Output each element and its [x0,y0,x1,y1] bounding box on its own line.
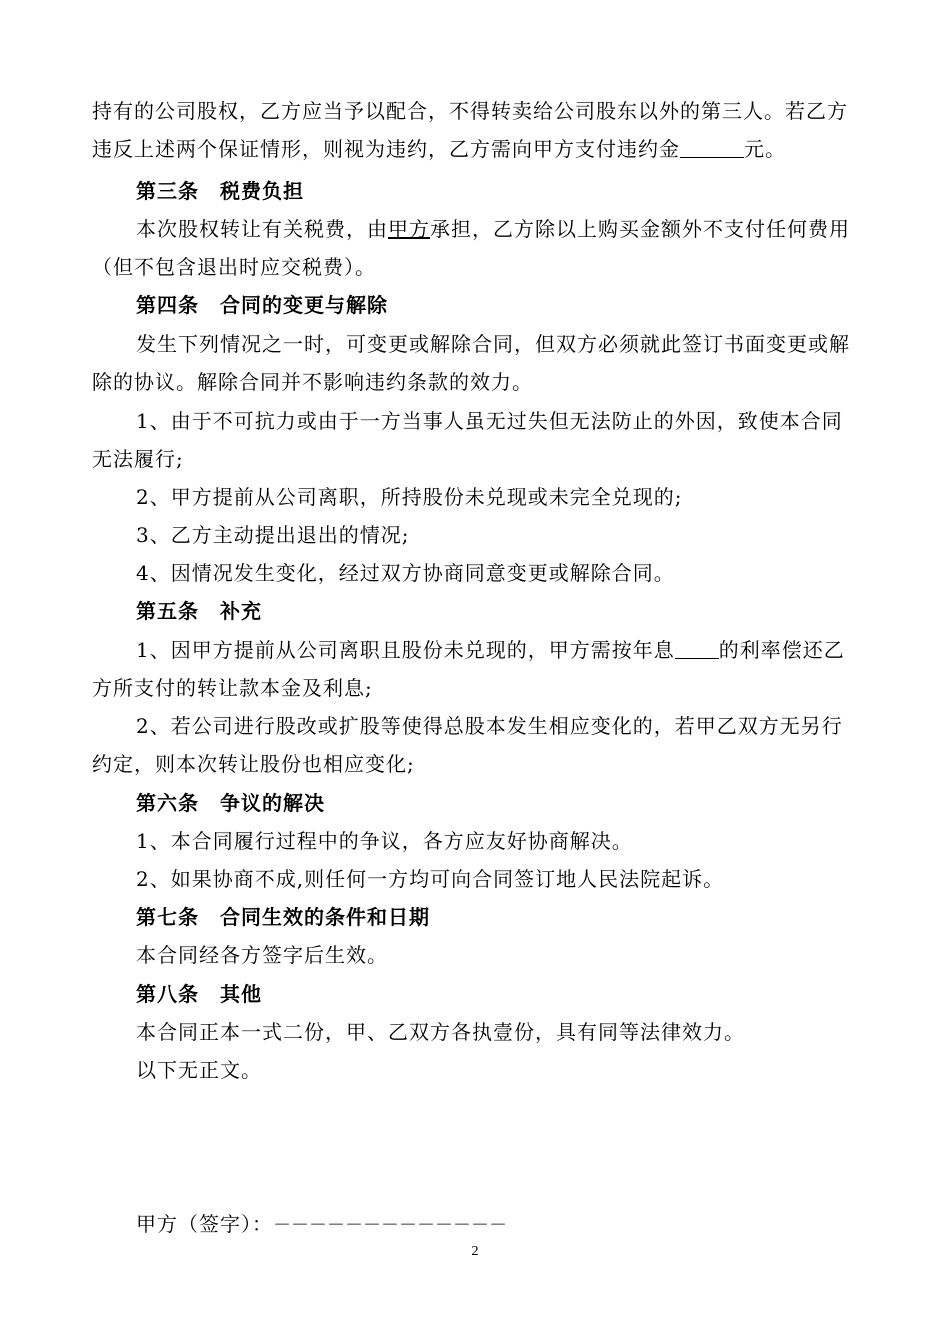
paragraph-text: 本次股权转让有关税费，由 [136,217,388,241]
signature-line: －－－－－－－－－－－－－ [273,1215,507,1236]
signature-party-a [92,1205,860,1245]
signature-label: 甲方（签字）： [136,1212,273,1236]
paragraph-tax-burden [92,210,860,286]
paragraph-no-further-text: 以下无正文。 [136,1058,262,1082]
article-3-heading: 第三条 税费负担 [136,179,304,203]
paragraph-effective: 本合同经各方签字后生效。 [136,943,388,967]
underlined-party: 甲方 [388,217,430,241]
paragraph-text: 元。 [744,137,786,161]
list-item-litigation: 2、如果协商不成,则任何一方均可向合同签订地人民法院起诉。 [136,867,725,891]
paragraph-change-intro: 发生下列情况之一时，可变更或解除合同，但双方必须就此签订书面变更或解除的协议。解除合同并不影响违约条款的效力。 [92,332,850,394]
list-item-exit: 3、乙方主动提出退出的情况; [136,523,410,547]
page-number: 2 [471,1244,479,1259]
article-5-heading: 第五条 补充 [136,599,262,623]
list-item-interest-repayment [92,631,860,707]
penalty-amount-blank [680,135,744,158]
list-item-mutual-agreement: 4、因情况发生变化，经过双方协商同意变更或解除合同。 [136,561,675,585]
article-6-heading: 第六条 争议的解决 [136,791,325,815]
paragraph-text: 的利率偿还乙方所支付的转让款本金及利息; [92,638,845,700]
list-item-negotiation: 1、本合同履行过程中的争议，各方应友好协商解决。 [136,829,633,853]
list-item-resignation: 2、甲方提前从公司离职，所持股份未兑现或未完全兑现的; [136,485,683,509]
list-item-share-reform: 2、若公司进行股改或扩股等使得总股本发生相应变化的，若甲乙双方无另行约定，则本次转让股份也相应变化; [92,714,843,776]
paragraph-text: 持有的公司股权，乙方应当予以配合，不得转卖给公司股东以外的第三人。若乙方违反上述两个保证情形，则视为违约，乙方需向甲方支付违约金 [92,99,848,161]
paragraph-copies: 本合同正本一式二份，甲、乙双方各执壹份，具有同等法律效力。 [136,1020,745,1044]
list-item-force-majeure: 1、由于不可抗力或由于一方当事人虽无过失但无法防止的外因，致使本合同无法履行; [92,409,843,471]
article-7-heading: 第七条 合同生效的条件和日期 [136,905,430,929]
paragraph-breach-clause [92,92,860,168]
paragraph-text: 1、因甲方提前从公司离职且股份未兑现的，甲方需按年息 [136,638,675,662]
paragraph-text: 承担，乙方除以上购买金额外不支付任何费用（但不包含退出时应交税费）。 [92,217,850,279]
interest-rate-blank [675,636,719,659]
article-8-heading: 第八条 其他 [136,982,262,1006]
article-4-heading: 第四条 合同的变更与解除 [136,293,388,317]
